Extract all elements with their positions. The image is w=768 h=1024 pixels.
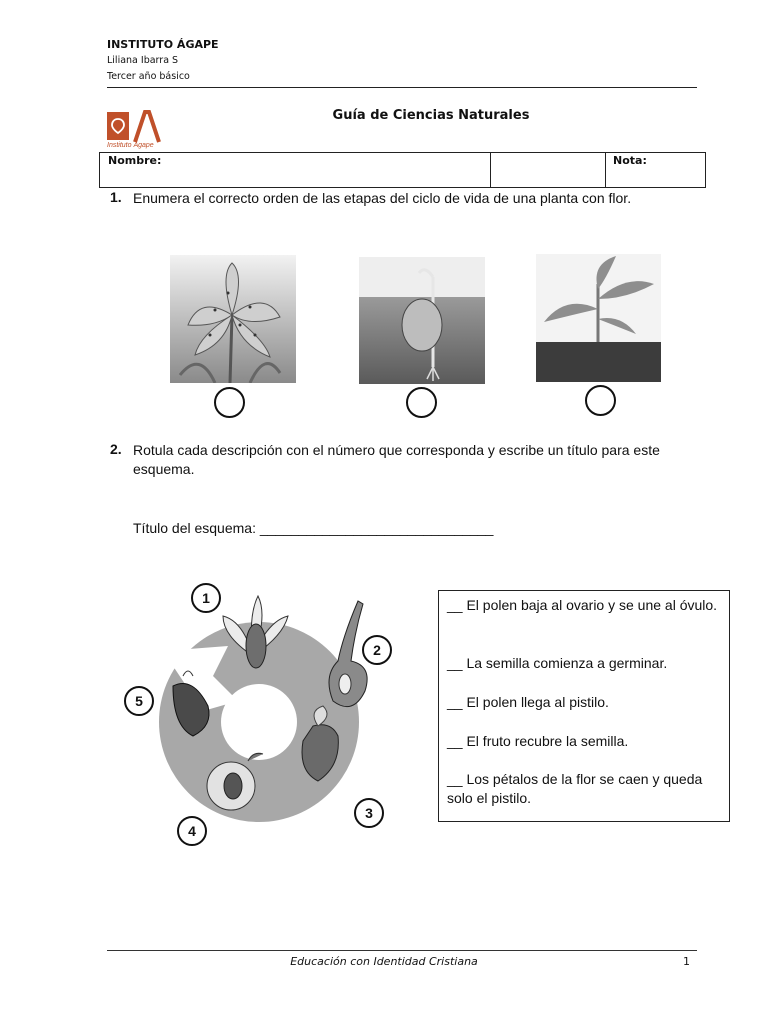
- page-title: Guía de Ciencias Naturales: [332, 108, 530, 123]
- blank-cell[interactable]: [490, 153, 606, 187]
- q1-text: Enumera el correcto orden de las etapas del ciclo de vida de una planta con flor.: [133, 190, 632, 206]
- q1-number: 1.: [110, 189, 122, 205]
- description-item[interactable]: __ El fruto recubre la semilla.: [447, 733, 629, 749]
- student-info-table: [99, 152, 706, 188]
- school-name: INSTITUTO ÁGAPE: [107, 38, 219, 51]
- germinating-seed-image: [359, 257, 485, 384]
- cycle-number-3: 3: [354, 798, 384, 828]
- footer-divider: [107, 950, 697, 951]
- description-item[interactable]: __ La semilla comienza a germinar.: [447, 655, 668, 671]
- description-item[interactable]: __ El polen llega al pistilo.: [447, 694, 609, 710]
- teacher-name: Liliana Ibarra S: [107, 55, 179, 66]
- footer-text: Educación con Identidad Cristiana: [290, 955, 478, 968]
- grade-label: Nota:: [613, 154, 647, 167]
- header-divider: [107, 87, 697, 88]
- cycle-number-2: 2: [362, 635, 392, 665]
- page-number: 1: [683, 955, 690, 968]
- name-cell[interactable]: [100, 153, 491, 187]
- descriptions-box: [438, 590, 730, 822]
- grade-level: Tercer año básico: [107, 71, 190, 82]
- cycle-number-5: 5: [124, 686, 154, 716]
- young-plant-image: [536, 254, 661, 382]
- grade-cell[interactable]: [605, 153, 705, 187]
- answer-circle-1[interactable]: [214, 387, 245, 418]
- description-item[interactable]: __ El polen baja al ovario y se une al óvulo.: [447, 597, 718, 613]
- diagram-title-prompt[interactable]: Título del esquema: ______________________________: [133, 520, 494, 536]
- q2-text: Rotula cada descripción con el número que corresponda y escribe un título para este esquema.: [133, 442, 660, 477]
- flower-image: [170, 255, 296, 383]
- cycle-number-4: 4: [177, 816, 207, 846]
- description-item[interactable]: __ Los pétalos de la flor se caen y queda solo el pistilo.: [447, 771, 703, 806]
- name-label: Nombre:: [108, 154, 162, 167]
- q2-number: 2.: [110, 441, 122, 457]
- cycle-number-1: 1: [191, 583, 221, 613]
- answer-circle-2[interactable]: [406, 387, 437, 418]
- logo-caption: Instituto Ágape: [107, 142, 154, 149]
- answer-circle-3[interactable]: [585, 385, 616, 416]
